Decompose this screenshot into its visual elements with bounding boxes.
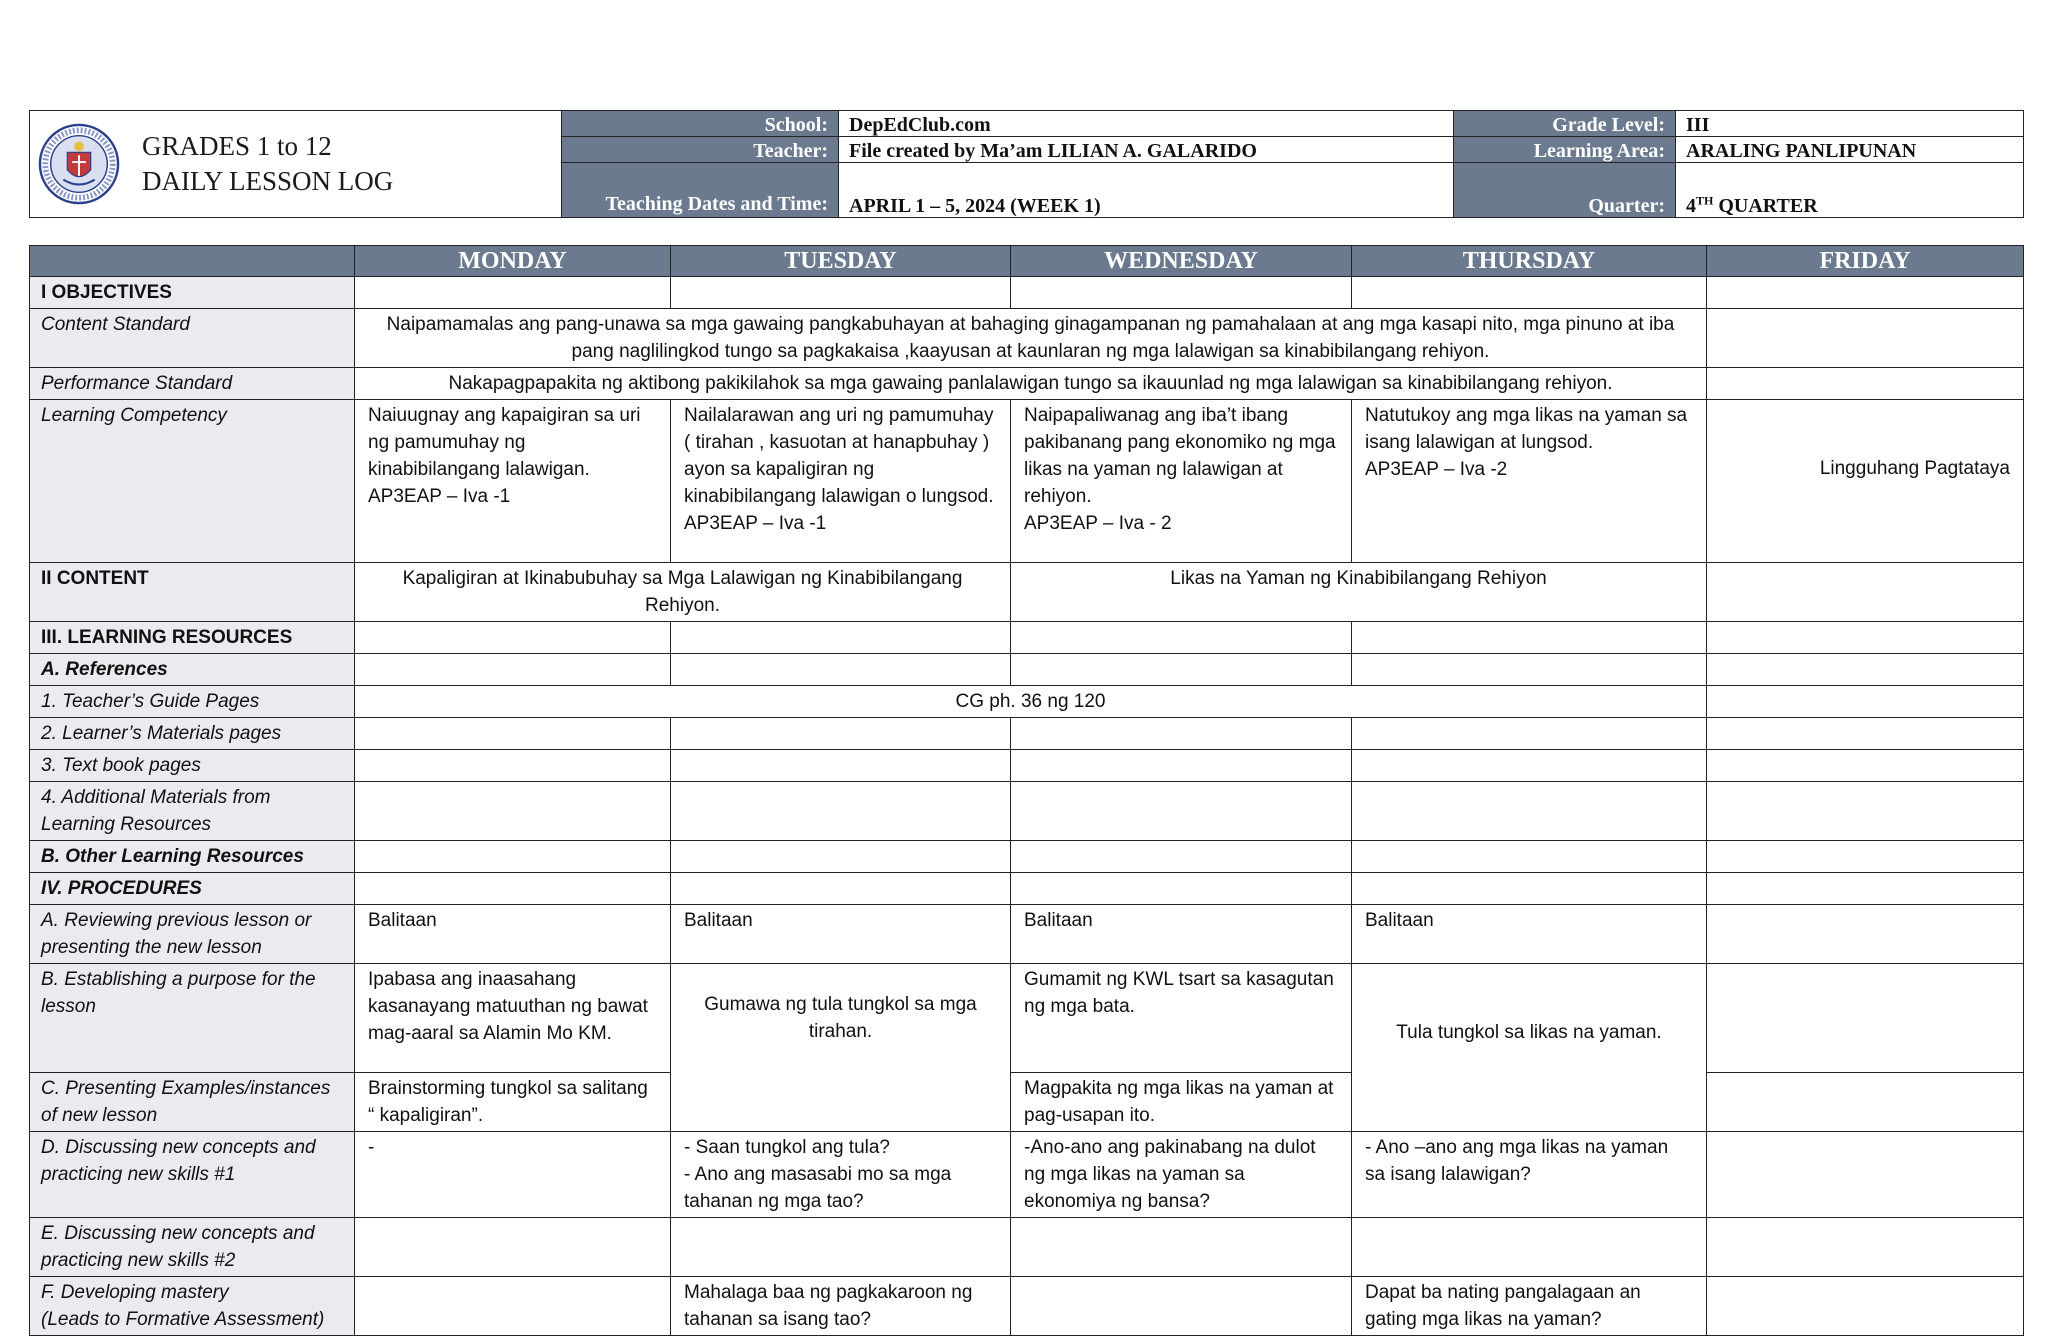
cell [355, 873, 671, 905]
cell [671, 622, 1011, 654]
cell [1707, 368, 2024, 400]
cell [1011, 841, 1352, 873]
cell [1707, 873, 2024, 905]
cell [1707, 1132, 2024, 1218]
cell [1707, 563, 2024, 622]
procedure-c-wednesday: Magpakita ng mga likas na yaman at pag-usapan ito. [1011, 1073, 1352, 1132]
cell [1707, 654, 2024, 686]
textbook-pages-label: 3. Text book pages [30, 750, 355, 782]
cell [1011, 873, 1352, 905]
teaching-dates-label: Teaching Dates and Time: [562, 163, 839, 218]
cell [671, 277, 1011, 309]
cell [1352, 277, 1707, 309]
teacher-label: Teacher: [562, 137, 839, 163]
cell [1011, 718, 1352, 750]
procedure-a-label: A. Reviewing previous lesson or presenting the new lesson [30, 905, 355, 964]
procedure-b-wednesday: Gumamit ng KWL tsart sa kasagutan ng mga bata. [1011, 964, 1352, 1073]
school-value: DepEdClub.com [839, 111, 1454, 137]
cell [355, 1218, 671, 1277]
references-label: A. References [30, 654, 355, 686]
procedure-d-monday: - [355, 1132, 671, 1218]
cell [1707, 277, 2024, 309]
procedure-b-label: B. Establishing a purpose for the lesson [30, 964, 355, 1073]
learning-area-value: ARALING PANLIPUNAN [1676, 137, 2024, 163]
cell [671, 841, 1011, 873]
cell [1352, 718, 1707, 750]
procedure-e-label: E. Discussing new concepts and practicing new skills #2 [30, 1218, 355, 1277]
competency-tuesday: Nailalarawan ang uri ng pamumuhay ( tirahan , kasuotan at hanapbuhay ) ayon sa kapaligiran ng kinabibilangang lalawigan o lungsod. AP3EAP – Iva -1 [671, 400, 1011, 563]
cell [1011, 622, 1352, 654]
cell [355, 782, 671, 841]
cell [1707, 622, 2024, 654]
grade-level-label: Grade Level: [1454, 111, 1676, 137]
competency-monday: Naiuugnay ang kapaigiran sa uri ng pamumuhay ng kinabibilangang lalawigan. AP3EAP – Iva -1 [355, 400, 671, 563]
cell [1011, 1277, 1352, 1336]
teachers-guide-value: CG ph. 36 ng 120 [355, 686, 1707, 718]
procedure-d-thursday: - Ano –ano ang mga likas na yaman sa isang lalawigan? [1352, 1132, 1707, 1218]
cell [1707, 1218, 2024, 1277]
procedure-a-thursday: Balitaan [1352, 905, 1707, 964]
competency-wednesday: Naipapaliwanag ang iba’t ibang pakibanang pang ekonomiko ng mga likas na yaman ng lalawigan at rehiyon. AP3EAP – Iva - 2 [1011, 400, 1352, 563]
procedures-section-label: IV. PROCEDURES [30, 873, 355, 905]
cell [1352, 841, 1707, 873]
cell [1707, 905, 2024, 964]
deped-seal-icon [38, 123, 120, 205]
teaching-dates-value: APRIL 1 – 5, 2024 (WEEK 1) [839, 163, 1454, 218]
cell [355, 750, 671, 782]
cell [1352, 654, 1707, 686]
cell [1707, 841, 2024, 873]
grade-level-value: III [1676, 111, 2024, 137]
cell [1707, 1073, 2024, 1132]
cell [1707, 964, 2024, 1073]
cell [1011, 654, 1352, 686]
quarter-label: Quarter: [1454, 163, 1676, 218]
procedure-a-tuesday: Balitaan [671, 905, 1011, 964]
content-monday-tuesday: Kapaligiran at Ikinabubuhay sa Mga Lalawigan ng Kinabibilangang Rehiyon. [355, 563, 1011, 622]
cell [1707, 1277, 2024, 1336]
procedure-c-monday: Brainstorming tungkol sa salitang “ kapaligiran”. [355, 1073, 671, 1132]
day-header-tuesday: TUESDAY [671, 246, 1011, 277]
procedure-f-thursday: Dapat ba nating pangalagaan an gating mga likas na yaman? [1352, 1277, 1707, 1336]
cell [1707, 718, 2024, 750]
cell [1011, 277, 1352, 309]
cell [355, 718, 671, 750]
cell [1352, 873, 1707, 905]
day-header-wednesday: WEDNESDAY [1011, 246, 1352, 277]
cell [671, 782, 1011, 841]
header-table [29, 110, 2024, 218]
cell [671, 1218, 1011, 1277]
header-logo-cell [30, 111, 562, 218]
cell [1707, 686, 2024, 718]
cell [1352, 622, 1707, 654]
procedure-d-wednesday: -Ano-ano ang pakinabang na dulot ng mga likas na yaman sa ekonomiya ng bansa? [1011, 1132, 1352, 1218]
cell [355, 622, 671, 654]
cell [1011, 782, 1352, 841]
content-wednesday-thursday: Likas na Yaman ng Kinabibilangang Rehiyon [1011, 563, 1707, 622]
learners-materials-label: 2. Learner’s Materials pages [30, 718, 355, 750]
procedure-d-tuesday: - Saan tungkol ang tula? - Ano ang masasabi mo sa mga tahanan ng mga tao? [671, 1132, 1011, 1218]
quarter-value [1676, 163, 2024, 218]
quarter-suffix: TH [1696, 193, 1714, 208]
content-standard-text: Naipamamalas ang pang-unawa sa mga gawaing pangkabuhayan at bahaging ginagampanan ng pamahalaan at ang mga kasapi nito, mga pinuno at iba pang naglilingkod tungo sa pagkakaisa ,kaayusan at kaunlaran ng mga lalawigan sa kinabibilangang rehiyon. [355, 309, 1707, 368]
teachers-guide-label: 1. Teacher’s Guide Pages [30, 686, 355, 718]
cell [1011, 1218, 1352, 1277]
cell [355, 277, 671, 309]
cell [355, 841, 671, 873]
cell [671, 750, 1011, 782]
performance-standard-label: Performance Standard [30, 368, 355, 400]
learning-area-label: Learning Area: [1454, 137, 1676, 163]
quarter-number: 4 [1686, 195, 1696, 217]
cell [1352, 782, 1707, 841]
daily-lesson-log-table [29, 245, 2024, 1336]
cell [671, 718, 1011, 750]
cell [671, 654, 1011, 686]
title-line-2: DAILY LESSON LOG [142, 166, 394, 196]
learning-competency-label: Learning Competency [30, 400, 355, 563]
procedure-f-tuesday: Mahalaga baa ng pagkakaroon ng tahanan sa isang tao? [671, 1277, 1011, 1336]
cell [1707, 750, 2024, 782]
cell [355, 654, 671, 686]
day-header-friday: FRIDAY [1707, 246, 2024, 277]
learning-resources-label: III. LEARNING RESOURCES [30, 622, 355, 654]
quarter-word: QUARTER [1718, 195, 1818, 217]
document-title [142, 129, 393, 199]
content-standard-label: Content Standard [30, 309, 355, 368]
title-line-1: GRADES 1 to 12 [142, 131, 332, 161]
procedure-f-label: F. Developing mastery (Leads to Formative Assessment) [30, 1277, 355, 1336]
cell [1352, 750, 1707, 782]
competency-thursday: Natutukoy ang mga likas na yaman sa isang lalawigan at lungsod. AP3EAP – Iva -2 [1352, 400, 1707, 563]
school-label: School: [562, 111, 839, 137]
procedure-a-wednesday: Balitaan [1011, 905, 1352, 964]
cell [1011, 750, 1352, 782]
additional-materials-label: 4. Additional Materials from Learning Resources [30, 782, 355, 841]
procedure-d-label: D. Discussing new concepts and practicing new skills #1 [30, 1132, 355, 1218]
performance-standard-text: Nakapagpapakita ng aktibong pakikilahok sa mga gawaing panlalawigan tungo sa ikauunlad ng mga lalawigan sa kinabibilangang rehiyon. [355, 368, 1707, 400]
competency-friday: Lingguhang Pagtataya [1707, 400, 2024, 563]
day-header-blank [30, 246, 355, 277]
procedure-a-monday: Balitaan [355, 905, 671, 964]
cell [1707, 309, 2024, 368]
cell [671, 873, 1011, 905]
other-resources-label: B. Other Learning Resources [30, 841, 355, 873]
cell [1352, 1218, 1707, 1277]
content-section-label: II CONTENT [30, 563, 355, 622]
procedure-bc-thursday: Tula tungkol sa likas na yaman. [1352, 964, 1707, 1132]
procedure-bc-tuesday: Gumawa ng tula tungkol sa mga tirahan. [671, 964, 1011, 1132]
teacher-value: File created by Ma’am LILIAN A. GALARIDO [839, 137, 1454, 163]
procedure-c-label: C. Presenting Examples/instances of new lesson [30, 1073, 355, 1132]
cell [355, 1277, 671, 1336]
cell [1707, 782, 2024, 841]
objectives-section-label: I OBJECTIVES [30, 277, 355, 309]
day-header-thursday: THURSDAY [1352, 246, 1707, 277]
procedure-b-monday: Ipabasa ang inaasahang kasanayang matuuthan ng bawat mag-aaral sa Alamin Mo KM. [355, 964, 671, 1073]
day-header-monday: MONDAY [355, 246, 671, 277]
